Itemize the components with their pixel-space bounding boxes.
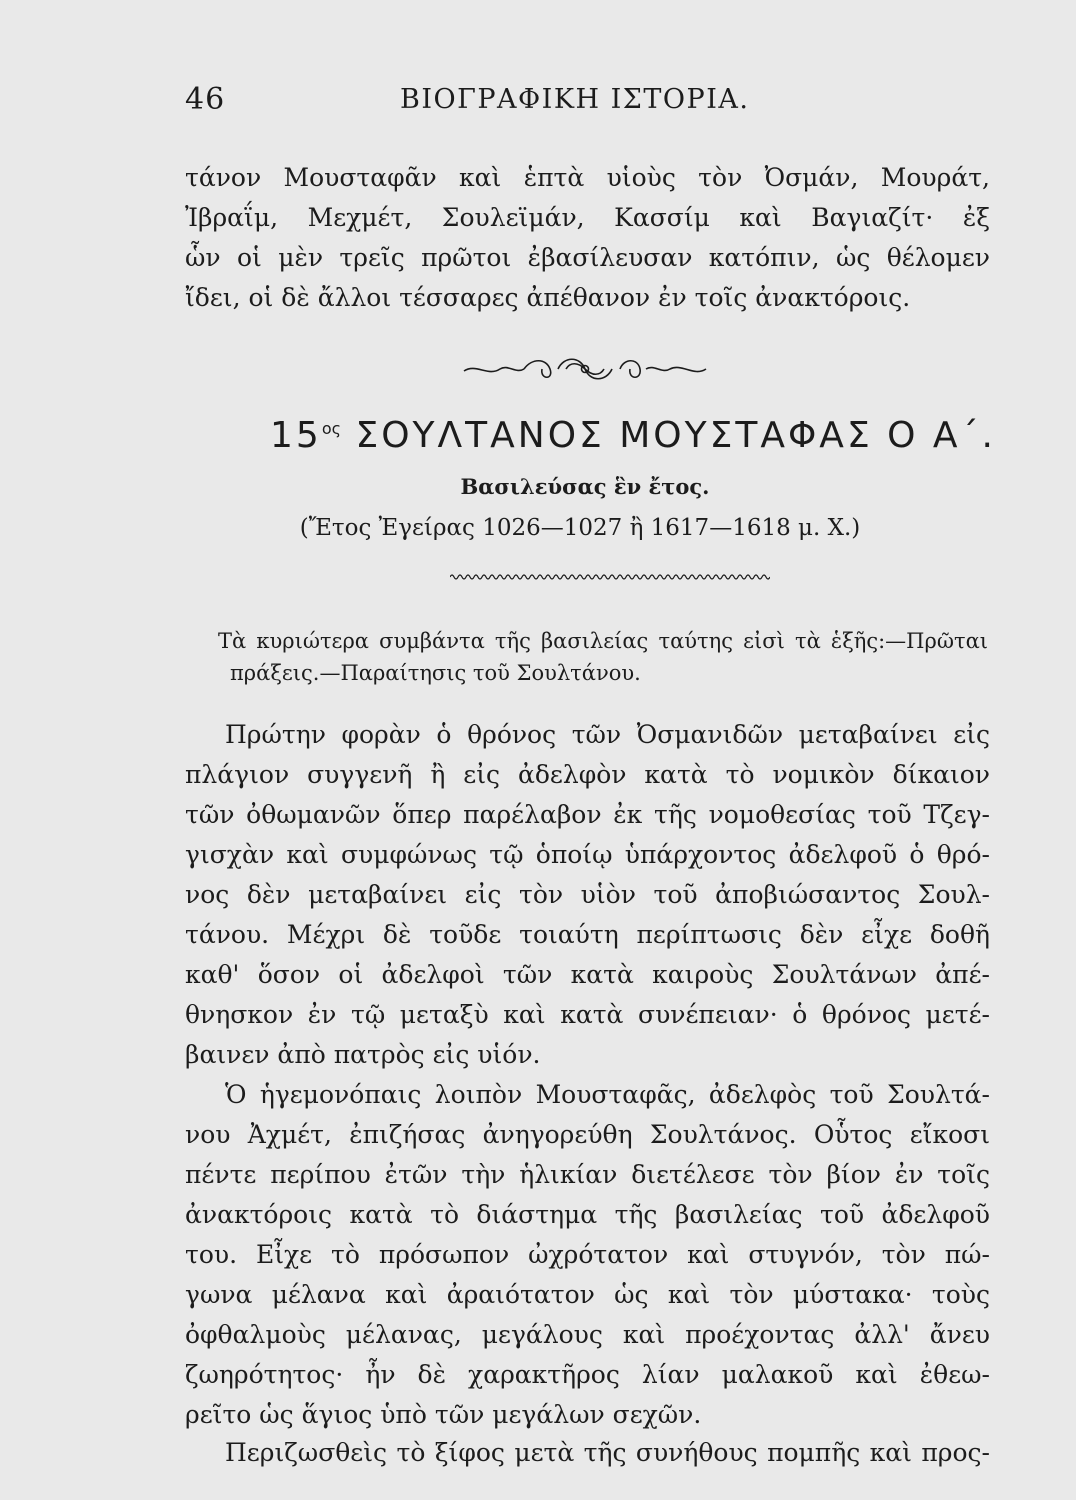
text-line: ἴδει, οἱ δὲ ἄλλοι τέσσαρες ἀπέθανον ἐν τοῖς ἀνακτόροις. (185, 283, 911, 312)
text-line: γωνα μέλανα καὶ ἀραιότατον ὡς καὶ τὸν μύστακα· τοὺς (185, 1280, 990, 1309)
reign-dates: (Ἔτος Ἐγείρας 1026—1027 ἢ 1617—1618 μ. Χ.) (299, 515, 861, 541)
text-line: νου Ἀχμέτ, ἐπιζήσας ἀνηγορεύθη Σουλτάνος. Οὗτος εἴκοσι (185, 1120, 990, 1149)
text-line: Ἰβραΐμ, Μεχμέτ, Σουλεϊμάν, Κασσίμ καὶ Βαγιαζίτ· ἐξ (185, 203, 990, 232)
text-line: Ὁ ἡγεμονόπαις λοιπὸν Μουσταφᾶς, ἀδελφὸς τοῦ Σουλτά- (225, 1080, 990, 1109)
section-heading: ΣΟΥΛΤΑΝΟΣ ΜΟΥΣΤΑΦΑΣ Ο Α΄. (355, 415, 996, 456)
text-line: γισχὰν καὶ συμφώνως τῷ ὁποίῳ ὑπάρχοντος ἀδελφοῦ ὁ θρό- (185, 840, 990, 869)
wavy-divider (450, 570, 770, 584)
chapter-summary (218, 625, 988, 689)
summary-line: Τὰ κυριώτερα συμβάντα τῆς βασιλείας ταύτης εἰσὶ τὰ ἑξῆς:—Πρῶται (218, 629, 988, 653)
page-header (185, 82, 1015, 122)
running-title: ΒΙΟΓΡΑΦΙΚΗ ΙΣΤΟΡΙΑ. (400, 84, 750, 115)
intro-paragraph (185, 158, 990, 318)
text-line: πλάγιον συγγενῆ ἢ εἰς ἀδελφὸν κατὰ τὸ νομικὸν δίκαιον (185, 760, 990, 789)
body-paragraph (185, 1075, 990, 1435)
text-line: ρεῖτο ὡς ἅγιος ὑπὸ τῶν μεγάλων σεχῶν. (185, 1400, 702, 1429)
page-number: 46 (185, 82, 226, 117)
body-paragraph (185, 715, 990, 1075)
text-line: πέντε περίπου ἐτῶν τὴν ἡλικίαν διετέλεσε τὸν βίον ἐν τοῖς (185, 1160, 990, 1189)
section-ordinal-suffix: ος (321, 419, 341, 438)
text-line: τάνον Μουσταφᾶν καὶ ἑπτὰ υἱοὺς τὸν Ὀσμάν, Μουράτ, (185, 163, 990, 192)
text-line: βαινεν ἀπὸ πατρὸς εἰς υἱόν. (185, 1040, 541, 1069)
text-line: νος δὲν μεταβαίνει εἰς τὸν υἱὸν τοῦ ἀποβιώσαντος Σουλ- (185, 880, 990, 909)
summary-line: πράξεις.—Παραίτησις τοῦ Σουλτάνου. (230, 661, 641, 685)
text-line: ζωηρότητος· ἦν δὲ χαρακτῆρος λίαν μαλακοῦ καὶ ἐθεω- (185, 1360, 990, 1389)
section-ordinal: 15 (270, 415, 322, 456)
text-line: Πρώτην φορὰν ὁ θρόνος τῶν Ὀσμανιδῶν μεταβαίνει εἰς (225, 720, 990, 749)
text-line: ἀνακτόροις κατὰ τὸ διάστημα τῆς βασιλείας τοῦ ἀδελφοῦ (185, 1200, 990, 1229)
text-line: Περιζωσθεὶς τὸ ξίφος μετὰ τῆς συνήθους πομπῆς καὶ προς- (225, 1438, 990, 1467)
text-line: τάνου. Μέχρι δὲ τοῦδε τοιαύτη περίπτωσις δὲν εἶχε δοθῆ (185, 920, 990, 949)
text-line: θνησκον ἐν τῷ μεταξὺ καὶ κατὰ συνέπειαν· ὁ θρόνος μετέ- (185, 1000, 990, 1029)
text-line: του. Εἶχε τὸ πρόσωπον ὠχρότατον καὶ στυγνόν, τὸν πώ- (185, 1240, 990, 1269)
body-paragraph (185, 1433, 990, 1473)
text-line: καθ' ὅσον οἱ ἀδελφοὶ τῶν κατὰ καιροὺς Σουλτάνων ἀπέ- (185, 960, 990, 989)
reign-duration: Βασιλεύσας ἓν ἔτος. (460, 474, 710, 499)
section-ornament (460, 352, 710, 386)
text-line: τῶν ὀθωμανῶν ὅπερ παρέλαβον ἐκ τῆς νομοθεσίας τοῦ Τζεγ- (185, 800, 990, 829)
section-title (270, 415, 996, 456)
text-line: ὧν οἱ μὲν τρεῖς πρῶτοι ἐβασίλευσαν κατόπιν, ὡς θέλομεν (185, 243, 990, 272)
text-line: ὀφθαλμοὺς μέλανας, μεγάλους καὶ προέχοντας ἀλλ' ἄνευ (185, 1320, 990, 1349)
